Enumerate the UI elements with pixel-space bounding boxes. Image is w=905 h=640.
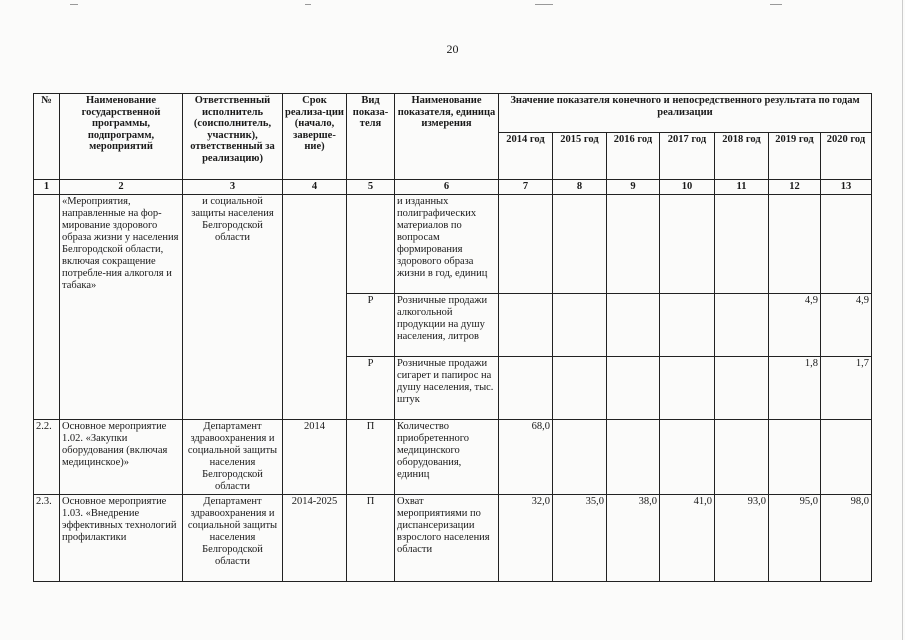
scan-artifact (70, 4, 78, 5)
indicator-name: и изданных полиграфических материалов по вопросам формирования здорового образа жизни в год, единиц (395, 195, 499, 294)
value-cell: 4,9 (821, 294, 872, 357)
indicator-name: Охват мероприятиями по диспансеризации взрослого населения области (395, 495, 499, 582)
responsible: и социальной защиты населения Белгородской области (183, 195, 283, 420)
value-cell (553, 357, 607, 420)
value-cell: 32,0 (499, 495, 553, 582)
scan-artifact (770, 4, 782, 5)
page-number: 20 (446, 42, 459, 56)
value-cell (660, 420, 715, 495)
header-year: 2015 год (553, 133, 607, 180)
header-responsible: Ответственный исполнитель (соисполнитель, участник), ответственный за реализацию) (183, 94, 283, 180)
indicator-type (347, 195, 395, 294)
row-number (34, 195, 60, 420)
header-year: 2019 год (769, 133, 821, 180)
column-number: 6 (395, 180, 499, 195)
indicator-type: Р (347, 357, 395, 420)
indicator-name: Розничные продажи алкогольной продукции на душу населения, литров (395, 294, 499, 357)
term: 2014-2025 (283, 495, 347, 582)
value-cell (607, 357, 660, 420)
value-cell (821, 195, 872, 294)
column-number: 3 (183, 180, 283, 195)
value-cell (553, 420, 607, 495)
program-name: Основное мероприятие 1.02. «Закупки оборудования (включая медицинское)» (60, 420, 183, 495)
indicator-type: П (347, 495, 395, 582)
scan-artifact (535, 4, 553, 5)
value-cell (607, 195, 660, 294)
value-cell (715, 420, 769, 495)
column-number: 9 (607, 180, 660, 195)
indicator-type: Р (347, 294, 395, 357)
table-row (34, 495, 872, 582)
column-numbers-row (34, 180, 872, 195)
program-name: «Мероприятия, направленные на фор-мирование здорового образа жизни у населения Белгородской области, включая сокращение потребле-ния алкоголя и табака» (60, 195, 183, 420)
value-cell (715, 294, 769, 357)
indicator-type: П (347, 420, 395, 495)
header-year: 2016 год (607, 133, 660, 180)
header-year: 2018 год (715, 133, 769, 180)
header-values: Значение показателя конечного и непосредственного результата по годам реализации (499, 94, 872, 133)
value-cell: 35,0 (553, 495, 607, 582)
value-cell: 41,0 (660, 495, 715, 582)
value-cell (821, 420, 872, 495)
value-cell (553, 294, 607, 357)
value-cell (715, 195, 769, 294)
header-number: № (34, 94, 60, 180)
header-row (34, 94, 872, 133)
value-cell (499, 294, 553, 357)
header-year: 2014 год (499, 133, 553, 180)
value-cell (660, 357, 715, 420)
column-number: 8 (553, 180, 607, 195)
value-cell (499, 195, 553, 294)
scan-edge (902, 0, 903, 640)
value-cell: 68,0 (499, 420, 553, 495)
value-cell: 38,0 (607, 495, 660, 582)
term: 2014 (283, 420, 347, 495)
column-number: 10 (660, 180, 715, 195)
header-term: Срок реализа-ции (начало, заверше-ние) (283, 94, 347, 180)
value-cell (769, 420, 821, 495)
column-number: 5 (347, 180, 395, 195)
header-indicator-type: Вид показа-теля (347, 94, 395, 180)
column-number: 1 (34, 180, 60, 195)
value-cell: 1,8 (769, 357, 821, 420)
row-number: 2.2. (34, 420, 60, 495)
header-year: 2020 год (821, 133, 872, 180)
value-cell (660, 294, 715, 357)
column-number: 7 (499, 180, 553, 195)
table-row (34, 195, 872, 294)
value-cell (769, 195, 821, 294)
indicator-name: Количество приобретенного медицинского оборудования, единиц (395, 420, 499, 495)
value-cell: 98,0 (821, 495, 872, 582)
scan-artifact (305, 4, 311, 5)
indicators-table (33, 93, 872, 582)
column-number: 12 (769, 180, 821, 195)
column-number: 4 (283, 180, 347, 195)
header-indicator-name: Наименование показателя, единица измерения (395, 94, 499, 180)
indicator-name: Розничные продажи сигарет и папирос на душу населения, тыс. штук (395, 357, 499, 420)
value-cell (499, 357, 553, 420)
table-row (34, 420, 872, 495)
value-cell: 95,0 (769, 495, 821, 582)
responsible: Департамент здравоохранения и социальной защиты населения Белгородской области (183, 495, 283, 582)
row-number: 2.3. (34, 495, 60, 582)
column-number: 13 (821, 180, 872, 195)
header-year: 2017 год (660, 133, 715, 180)
column-number: 11 (715, 180, 769, 195)
responsible: Департамент здравоохранения и социальной защиты населения Белгородской области (183, 420, 283, 495)
value-cell (715, 357, 769, 420)
column-number: 2 (60, 180, 183, 195)
term (283, 195, 347, 420)
value-cell: 93,0 (715, 495, 769, 582)
value-cell (607, 294, 660, 357)
program-name: Основное мероприятие 1.03. «Внедрение эффективных технологий профилактики (60, 495, 183, 582)
value-cell: 4,9 (769, 294, 821, 357)
value-cell (607, 420, 660, 495)
header-program-name: Наименование государственной программы, подпрограмм, мероприятий (60, 94, 183, 180)
value-cell (660, 195, 715, 294)
value-cell (553, 195, 607, 294)
value-cell: 1,7 (821, 357, 872, 420)
